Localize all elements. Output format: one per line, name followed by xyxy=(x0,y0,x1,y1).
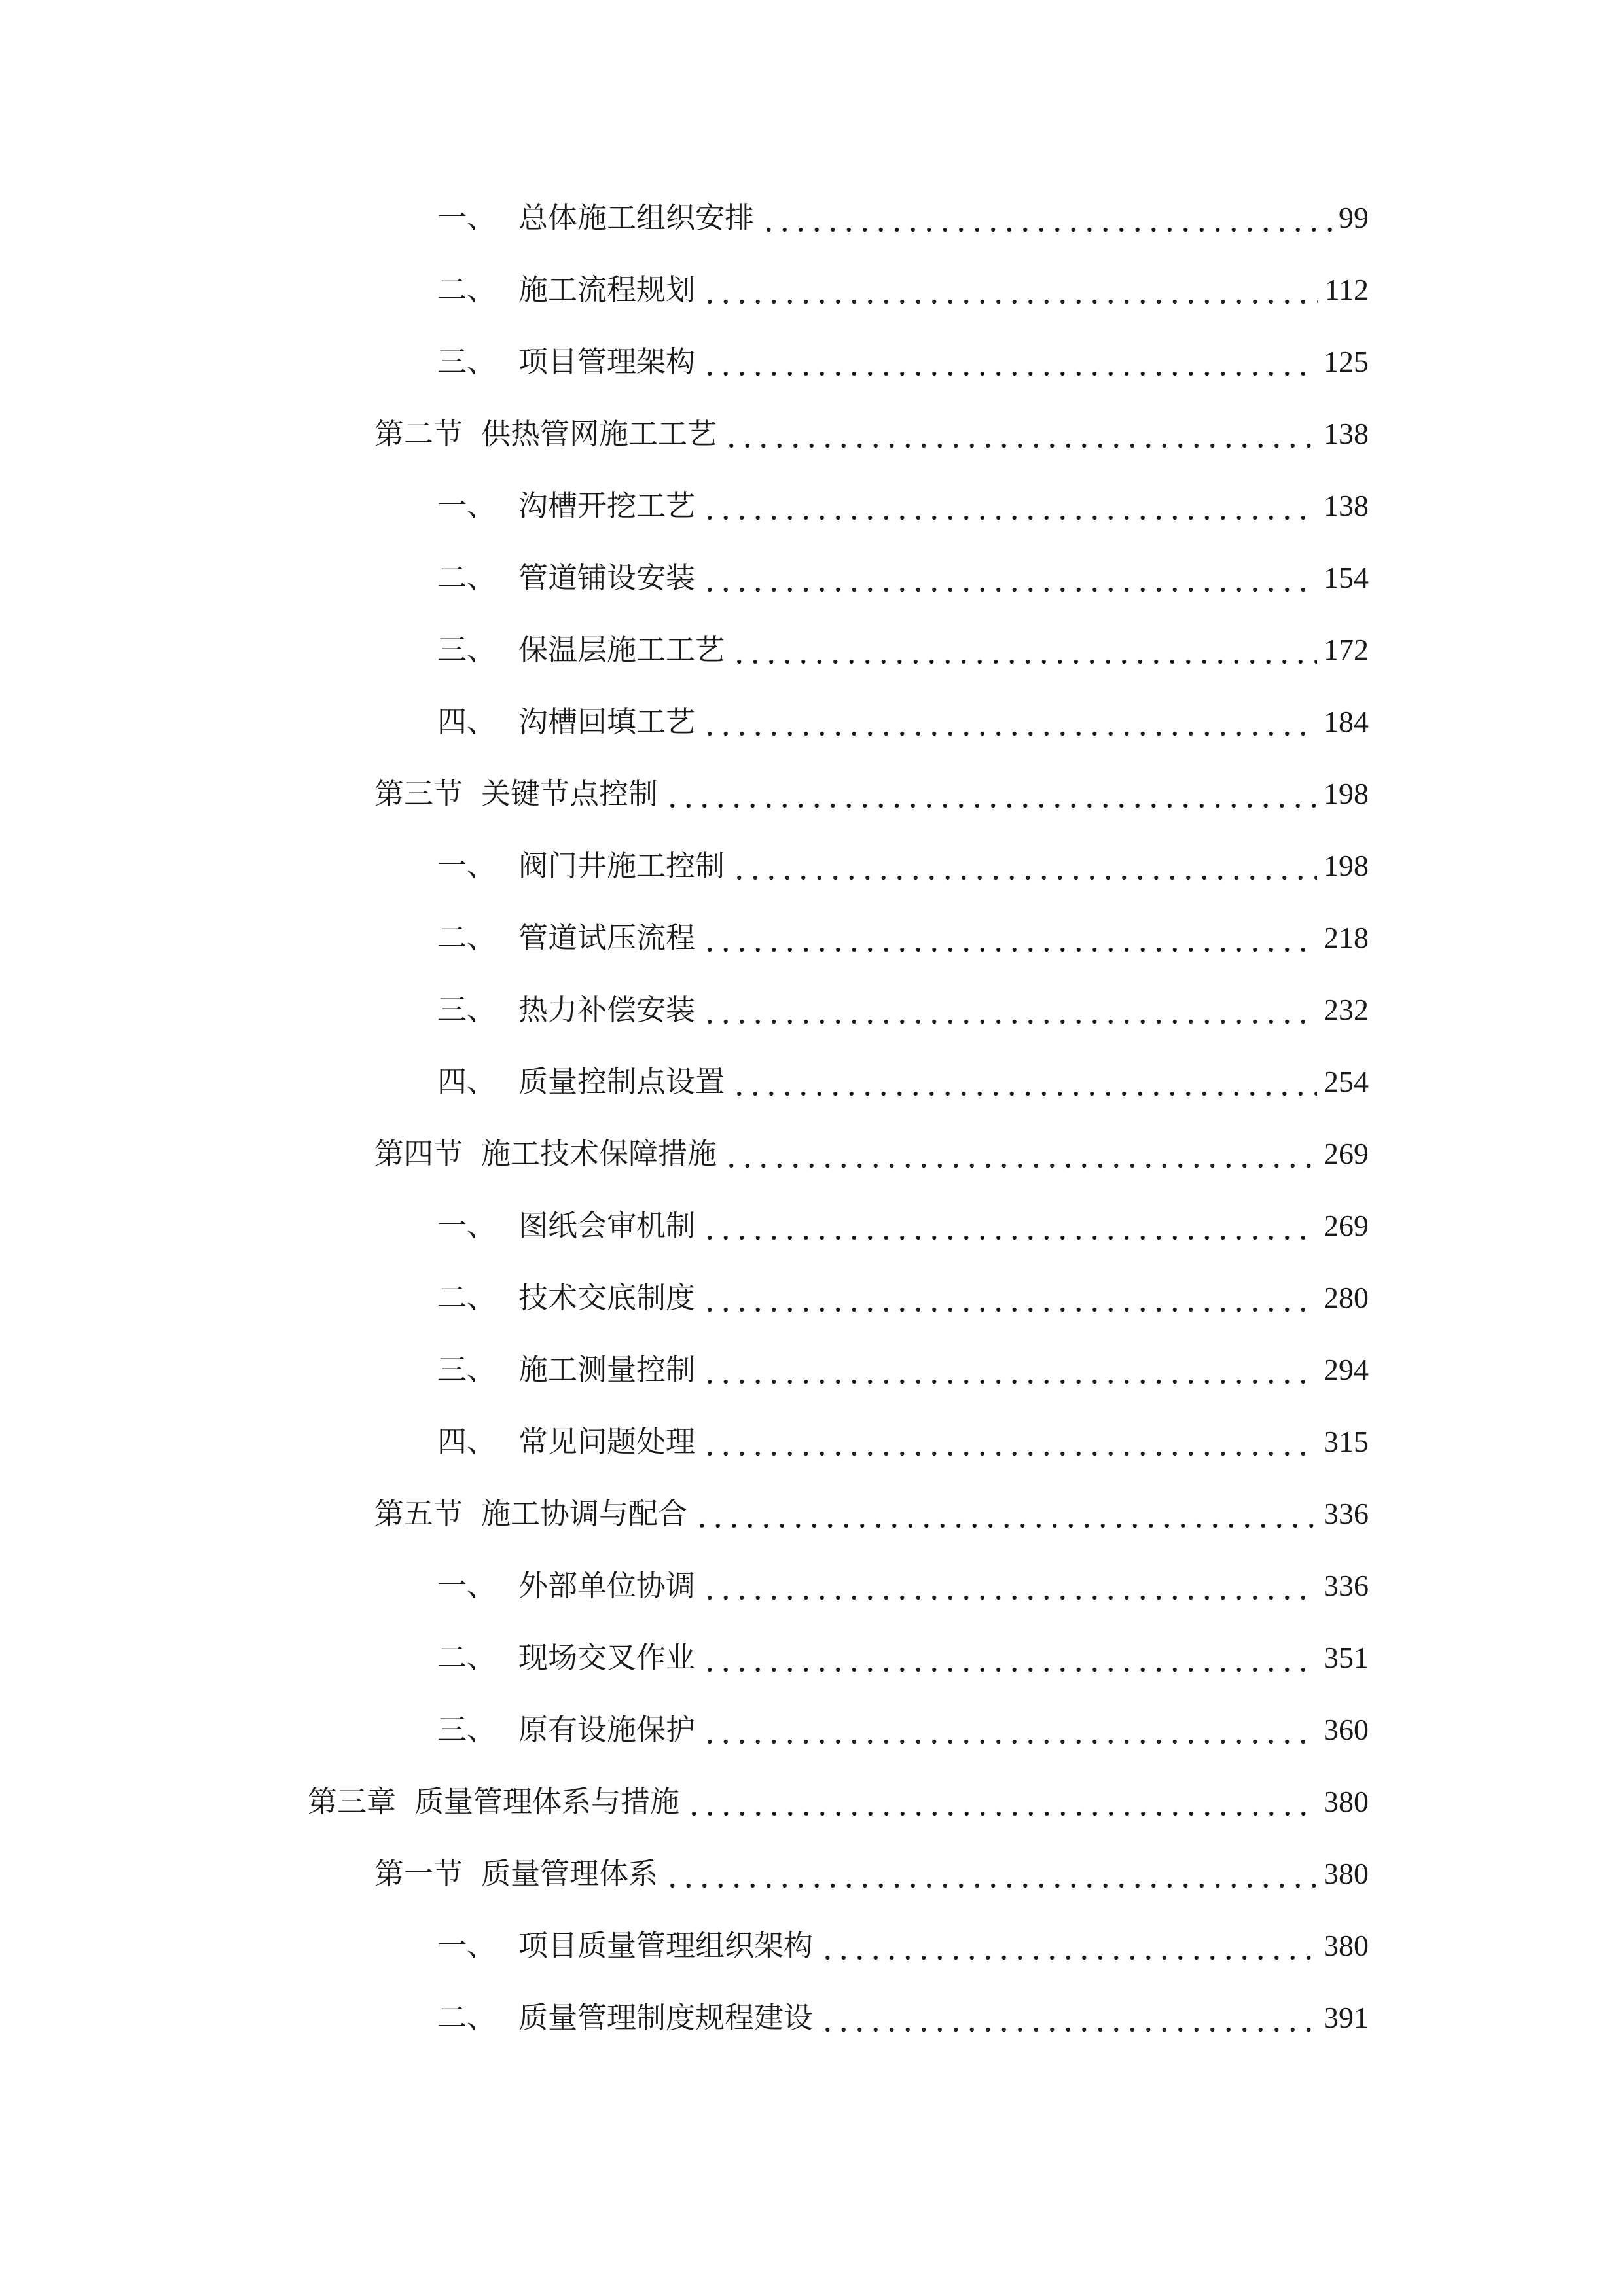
toc-entry-number: 二、 xyxy=(437,1280,497,1315)
toc-entry-title: 技术交底制度 xyxy=(518,1280,696,1315)
toc-entry-number: 四、 xyxy=(437,704,497,739)
toc-entry-title: 供热管网施工工艺 xyxy=(481,416,717,451)
toc-entry-number: 三、 xyxy=(437,992,497,1027)
dot-leader xyxy=(702,1272,1317,1324)
toc-entry-title: 质量管理制度规程建设 xyxy=(518,2000,814,2035)
toc-entry-page: 336 xyxy=(1324,1569,1369,1602)
toc-entry-page: 112 xyxy=(1324,273,1369,306)
dot-leader xyxy=(702,1632,1317,1684)
toc-entry-title: 管道试压流程 xyxy=(518,920,696,955)
toc-entry-title: 管道铺设安装 xyxy=(518,560,696,595)
toc-entry[interactable] xyxy=(437,912,1369,964)
toc-entry-number: 第三节 xyxy=(374,776,463,811)
toc-entry-page: 198 xyxy=(1324,777,1369,810)
toc-entry-number: 三、 xyxy=(437,632,497,667)
toc-entry-number: 二、 xyxy=(437,2000,497,2035)
toc-entry-page: 380 xyxy=(1324,1857,1369,1890)
toc-entry-number: 四、 xyxy=(437,1424,497,1459)
toc-entry-number: 三、 xyxy=(437,344,497,379)
toc-entry[interactable] xyxy=(437,1560,1369,1612)
toc-entry-page: 254 xyxy=(1324,1065,1369,1098)
toc-entry-number: 一、 xyxy=(437,488,497,523)
toc-entry[interactable] xyxy=(437,552,1369,604)
toc-entry-title: 项目质量管理组织架构 xyxy=(518,1928,814,1963)
toc-entry-title: 质量管理体系 xyxy=(481,1856,659,1891)
dot-leader xyxy=(702,552,1317,604)
dot-leader xyxy=(702,912,1317,964)
dot-leader xyxy=(702,1344,1317,1396)
dot-leader xyxy=(702,336,1317,388)
toc-entry-title: 常见问题处理 xyxy=(518,1424,696,1459)
toc-entry[interactable] xyxy=(437,1272,1369,1324)
toc-entry-number: 二、 xyxy=(437,272,497,307)
dot-leader xyxy=(702,480,1317,532)
toc-entry-title: 沟槽开挖工艺 xyxy=(518,488,696,523)
toc-entry-number: 第四节 xyxy=(374,1136,463,1171)
toc-entry-section[interactable] xyxy=(374,1848,1369,1900)
dot-leader xyxy=(702,1704,1317,1756)
toc-entry-title: 保温层施工工艺 xyxy=(518,632,725,667)
toc-entry-page: 351 xyxy=(1324,1641,1369,1674)
toc-entry-number: 一、 xyxy=(437,200,497,235)
toc-entry-title: 施工流程规划 xyxy=(518,272,696,307)
toc-entry-number: 二、 xyxy=(437,1640,497,1675)
toc-entry-number: 一、 xyxy=(437,1568,497,1603)
toc-entry[interactable] xyxy=(437,1704,1369,1756)
toc-entry[interactable] xyxy=(437,1200,1369,1252)
dot-leader xyxy=(723,1128,1317,1180)
toc-entry-page: 125 xyxy=(1324,345,1369,378)
toc-entry[interactable] xyxy=(437,192,1369,244)
toc-entry-title: 外部单位协调 xyxy=(518,1568,696,1603)
toc-entry-title: 项目管理架构 xyxy=(518,344,696,379)
toc-entry-title: 质量控制点设置 xyxy=(518,1064,725,1099)
toc-entry-page: 360 xyxy=(1324,1713,1369,1746)
dot-leader xyxy=(686,1776,1317,1828)
toc-entry-page: 380 xyxy=(1324,1785,1369,1818)
toc-entry-page: 154 xyxy=(1324,561,1369,594)
dot-leader xyxy=(694,1488,1317,1540)
toc-entry[interactable] xyxy=(437,984,1369,1036)
dot-leader xyxy=(820,1992,1317,2044)
toc-entry-page: 315 xyxy=(1324,1425,1369,1458)
toc-entry[interactable] xyxy=(437,1416,1369,1468)
toc-entry-page: 138 xyxy=(1324,417,1369,450)
toc-entry-number: 第一节 xyxy=(374,1856,463,1891)
toc-entry[interactable] xyxy=(437,840,1369,892)
toc-entry-number: 四、 xyxy=(437,1064,497,1099)
toc-entry[interactable] xyxy=(437,1344,1369,1396)
toc-entry-page: 232 xyxy=(1324,993,1369,1026)
toc-entry-number: 一、 xyxy=(437,1208,497,1243)
toc-entry-number: 第二节 xyxy=(374,416,463,451)
toc-entry-page: 336 xyxy=(1324,1497,1369,1530)
dot-leader xyxy=(820,1920,1317,1972)
dot-leader xyxy=(664,768,1317,820)
dot-leader xyxy=(723,408,1317,460)
toc-entry-title: 关键节点控制 xyxy=(481,776,659,811)
toc-entry-page: 172 xyxy=(1324,633,1369,666)
dot-leader xyxy=(702,1200,1317,1252)
toc-entry-number: 三、 xyxy=(437,1712,497,1747)
toc-entry-page: 99 xyxy=(1339,201,1369,234)
dot-leader xyxy=(702,696,1317,748)
toc-entry-chapter[interactable] xyxy=(308,1776,1369,1828)
toc-entry-title: 阀门井施工控制 xyxy=(518,848,725,883)
dot-leader xyxy=(702,1416,1317,1468)
toc-entry[interactable] xyxy=(437,624,1369,676)
toc-entry-page: 184 xyxy=(1324,705,1369,738)
toc-entry-title: 施工技术保障措施 xyxy=(481,1136,717,1171)
toc-entry-page: 218 xyxy=(1324,921,1369,954)
toc-entry-page: 294 xyxy=(1324,1353,1369,1386)
toc-entry-title: 图纸会审机制 xyxy=(518,1208,696,1243)
dot-leader xyxy=(664,1848,1317,1900)
toc-entry-title: 热力补偿安装 xyxy=(518,992,696,1027)
toc-entry-section[interactable] xyxy=(374,1488,1369,1540)
dot-leader xyxy=(761,192,1332,244)
toc-entry[interactable] xyxy=(437,336,1369,388)
toc-entry[interactable] xyxy=(437,1992,1369,2044)
toc-entry-page: 269 xyxy=(1324,1209,1369,1242)
toc-entry-number: 二、 xyxy=(437,920,497,955)
dot-leader xyxy=(702,1560,1317,1612)
toc-entry-number: 第三章 xyxy=(308,1784,397,1819)
toc-entry-page: 280 xyxy=(1324,1281,1369,1314)
toc-entry-title: 原有设施保护 xyxy=(518,1712,696,1747)
toc-entry-page: 138 xyxy=(1324,489,1369,522)
dot-leader xyxy=(731,1056,1317,1108)
toc-entry-section[interactable] xyxy=(374,408,1369,460)
toc-entry-number: 一、 xyxy=(437,848,497,883)
toc-entry-page: 391 xyxy=(1324,2001,1369,2034)
toc-entry[interactable] xyxy=(437,480,1369,532)
dot-leader xyxy=(702,984,1317,1036)
toc-entry[interactable] xyxy=(437,264,1369,316)
dot-leader xyxy=(731,840,1317,892)
dot-leader xyxy=(702,264,1318,316)
toc-entry-number: 一、 xyxy=(437,1928,497,1963)
dot-leader xyxy=(731,624,1317,676)
toc-entry-number: 第五节 xyxy=(374,1496,463,1531)
toc-entry[interactable] xyxy=(437,696,1369,748)
toc-entry-section[interactable] xyxy=(374,768,1369,820)
toc-entry-number: 二、 xyxy=(437,560,497,595)
toc-entry[interactable] xyxy=(437,1056,1369,1108)
toc-entry[interactable] xyxy=(437,1920,1369,1972)
toc-entry-title: 现场交叉作业 xyxy=(518,1640,696,1675)
toc-entry-page: 380 xyxy=(1324,1929,1369,1962)
toc-entry-title: 总体施工组织安排 xyxy=(518,200,755,235)
toc-entry-page: 269 xyxy=(1324,1137,1369,1170)
toc-entry-title: 施工协调与配合 xyxy=(481,1496,688,1531)
toc-entry-page: 198 xyxy=(1324,849,1369,882)
toc-entry-section[interactable] xyxy=(374,1128,1369,1180)
toc-entry-title: 施工测量控制 xyxy=(518,1352,696,1387)
toc-entry-title: 沟槽回填工艺 xyxy=(518,704,696,739)
toc-entry-number: 三、 xyxy=(437,1352,497,1387)
toc-entry[interactable] xyxy=(437,1632,1369,1684)
toc-entry-title: 质量管理体系与措施 xyxy=(414,1784,680,1819)
